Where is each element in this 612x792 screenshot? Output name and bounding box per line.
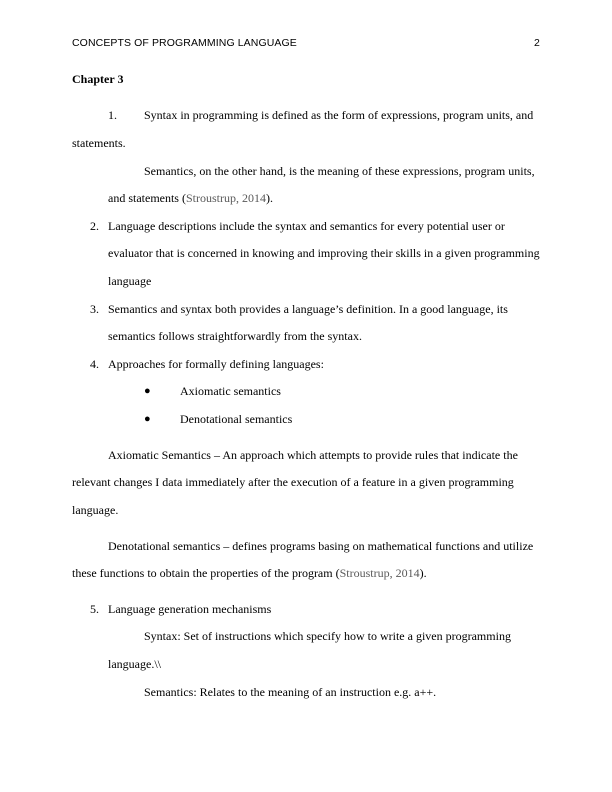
denotational-para-line2: these functions to obtain the properties of the program (Stroustrup, 2014). [72,566,427,580]
item2-line2: evaluator that is concerned in knowing and improving their skills in a given programming [108,246,540,260]
citation: Stroustrup, 2014 [185,191,266,205]
bullet-icon: ● [144,413,151,425]
item1-semantics-line2: and statements (Stroustrup, 2014). [108,191,273,205]
page-number: 2 [534,37,540,49]
item3-line1: Semantics and syntax both provides a language’s definition. In a good language, its [108,302,508,316]
item5-line1: Language generation mechanisms [108,602,272,616]
item3-line2: semantics follows straightforwardly from the syntax. [108,329,362,343]
bullet-icon: ● [144,385,151,397]
list-marker-1: 1. [108,108,117,122]
denotational-para-line1: Denotational semantics – defines programs basing on mathematical functions and utilize [108,539,534,553]
item2-line1: Language descriptions include the syntax and semantics for every potential user or [108,219,505,233]
item5-syntax-line1: Syntax: Set of instructions which specify how to write a given programming [144,629,511,643]
item2-line3: language [108,274,152,288]
item1-line1: Syntax in programming is defined as the form of expressions, program units, and [144,108,534,122]
list-marker-2: 2. [90,219,99,233]
bullet-item-denotational: Denotational semantics [180,412,293,426]
bullet-item-axiomatic: Axiomatic semantics [180,384,281,398]
item4-line1: Approaches for formally defining languages: [108,357,324,371]
list-marker-3: 3. [90,302,99,316]
citation: Stroustrup, 2014 [339,566,420,580]
list-marker-4: 4. [90,357,99,371]
item5-syntax-line2: language.\\ [108,657,161,671]
axiomatic-para-line2: relevant changes I data immediately after the execution of a feature in a given programming [72,475,514,489]
list-marker-5: 5. [90,602,99,616]
axiomatic-para-line1: Axiomatic Semantics – An approach which attempts to provide rules that indicate the [108,448,518,462]
chapter-heading: Chapter 3 [72,72,124,86]
running-header: CONCEPTS OF PROGRAMMING LANGUAGE [72,37,297,49]
item5-semantics-line: Semantics: Relates to the meaning of an instruction e.g. a++. [144,685,437,699]
item1-line2: statements. [72,136,126,150]
item1-semantics-line1: Semantics, on the other hand, is the meaning of these expressions, program units, [144,164,535,178]
axiomatic-para-line3: language. [72,503,119,517]
